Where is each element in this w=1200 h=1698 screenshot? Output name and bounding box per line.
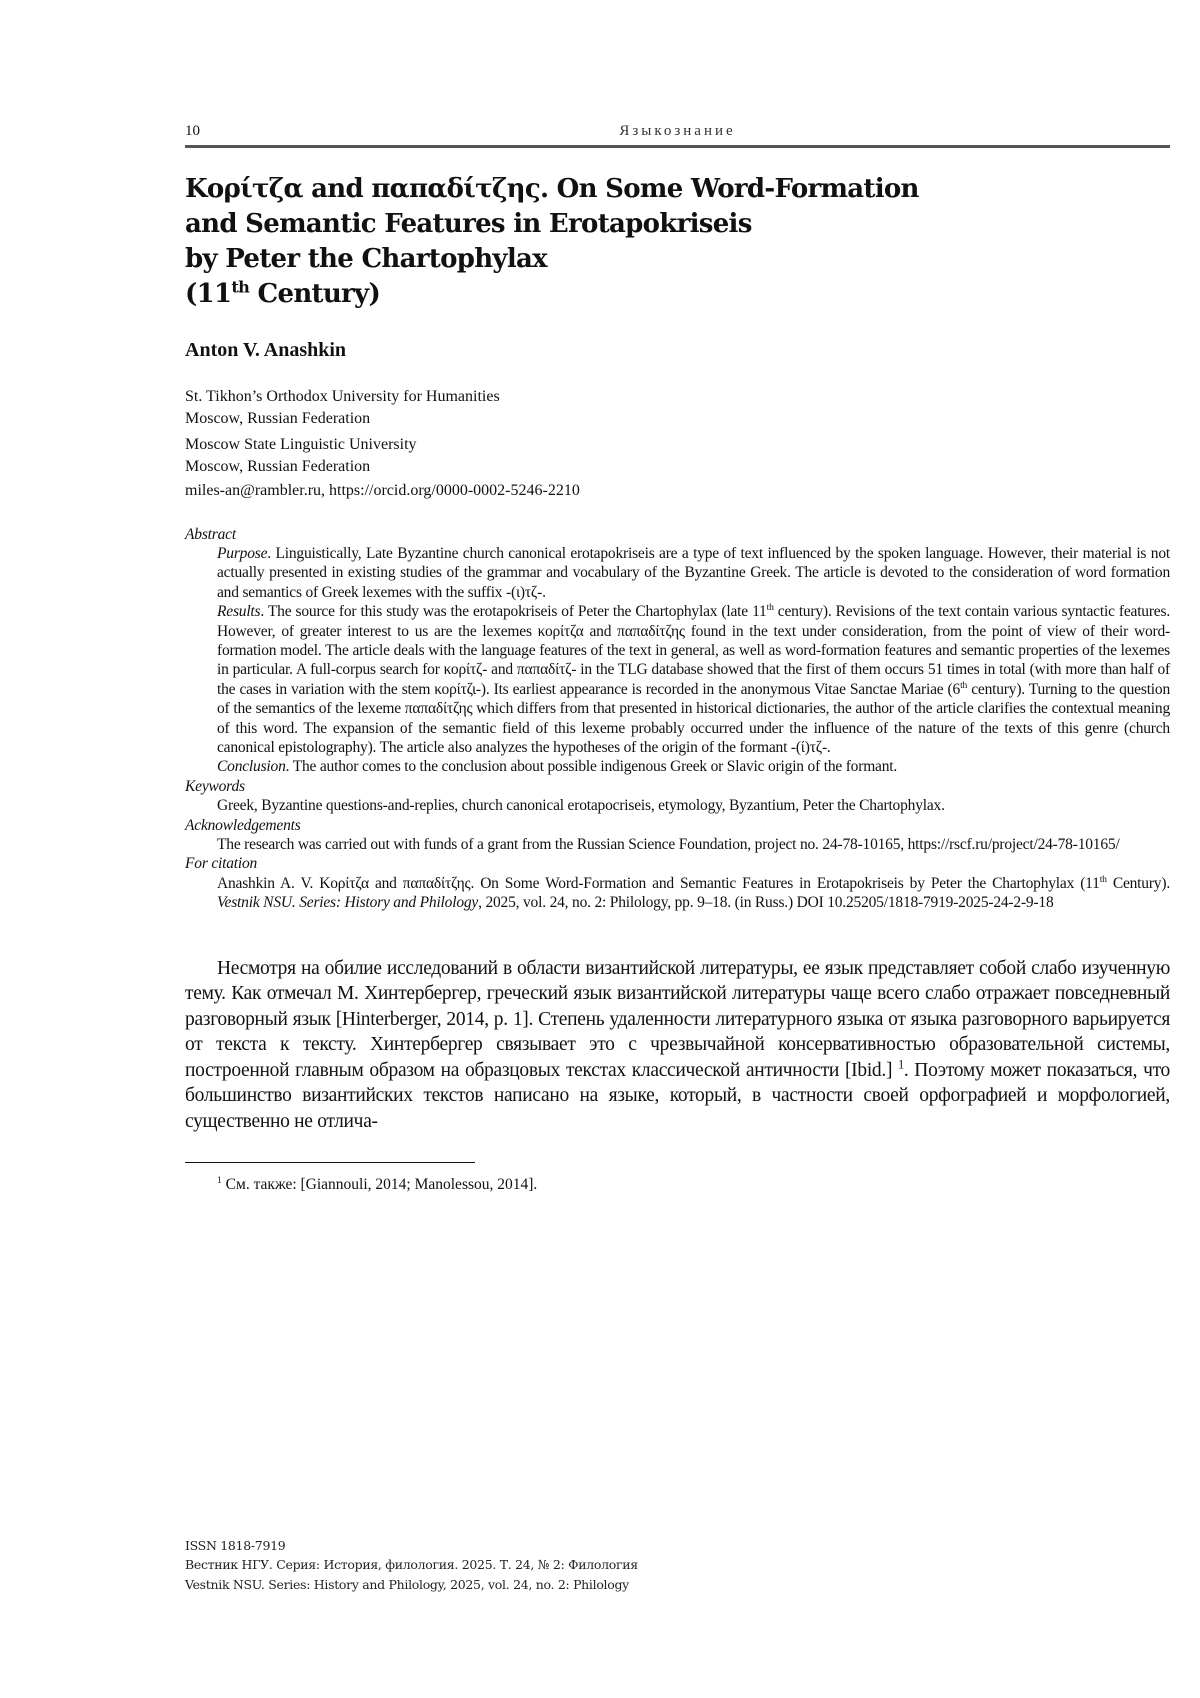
affiliation-place: Moscow, Russian Federation bbox=[185, 408, 1170, 430]
abstract-results bbox=[185, 602, 1170, 757]
affiliation-org: St. Tikhon’s Orthodox University for Humanities bbox=[185, 386, 1170, 408]
body-paragraph bbox=[185, 956, 1170, 1135]
affiliation-org: Moscow State Linguistic University bbox=[185, 434, 1170, 456]
abstract-section bbox=[185, 525, 1170, 913]
body-text: . Поэтому может показаться, что большинство византийских текстов написано на языке, который, в частности своей орфографией и морфологией, существенно не отлича- bbox=[185, 1060, 1170, 1132]
results-text: century). Revisions of the text contain various syntactic features. However, of greater interest to us are the lexemes κορίτζα and παπαδίτζης found in the text under consideration, from the point of view of their word-formation model. The article deals with the language features of the text in general, as well as word-formation features and semantic properties of the lexemes in particular. A full-corpus search for κορίτζ- and παπαδίτζ- in the TLG database showed that the first of them occurs 51 times in total (with more than half of the cases in variation with the stem κορίτζι-). Its earliest appearance is recorded in the anonymous Vitae Sanctae Mariae (6 bbox=[217, 603, 1170, 698]
affiliation bbox=[185, 386, 1170, 429]
citation-part: , 2025, vol. 24, no. 2: Philology, pp. 9–18. (in Russ.) DOI 10.25205/1818-7919-2025-24-2-9-18 bbox=[478, 894, 1053, 911]
footnote bbox=[185, 1175, 1170, 1194]
citation-part: Century). bbox=[1107, 875, 1170, 892]
running-header bbox=[185, 121, 1170, 148]
title-text: Century) bbox=[249, 279, 380, 309]
title-line: by Peter the Chartophylax bbox=[185, 242, 1005, 277]
section-title: Языкознание bbox=[185, 123, 1170, 140]
acknowledgements-label: Acknowledgements bbox=[185, 816, 1170, 835]
keywords-label: Keywords bbox=[185, 777, 1170, 796]
abstract-purpose bbox=[185, 544, 1170, 602]
footer-journal-ru: Вестник НГУ. Серия: История, филология. 2025. Т. 24, № 2: Филология bbox=[185, 1555, 638, 1574]
superscript: th bbox=[960, 680, 967, 691]
citation-part: Anashkin A. V. Κορίτζα and παπαδίτζης. On Some Word-Formation and Semantic Features in Erotapokriseis by Peter the Chartophylax (11 bbox=[217, 875, 1100, 892]
citation-journal: Vestnik NSU. Series: History and Philology bbox=[217, 894, 478, 911]
results-text: century). Turning to the question of the semantics of the lexeme παπαδίτζης which differs from that presented in historical dictionaries, the author of the article clarifies the contextual meaning of this word. The expansion of the semantic field of this lexeme probably occurred under the influence of the nature of the texts of this genre (church canonical epistolography). The article also analyzes the hypotheses of the origin of the formant -(ί)τζ-. bbox=[217, 681, 1170, 756]
contact-info: miles-an@rambler.ru, https://orcid.org/0000-0002-5246-2210 bbox=[185, 480, 1170, 502]
title-line bbox=[185, 277, 1005, 312]
body-text: Несмотря на обилие исследований в области византийской литературы, ее язык представляет собой слабо изученную тему. Как отмечал М. Хинтербергер, греческий язык византийской литературы чаще всего слабо отражает повседневный разговорный язык [Hinterberger, 2014, p. 1]. Степень удаленности литературного языка от языка разговорного варьируется от текста к тексту. Хинтербергер связывает это с чрезвычайной консервативностью образовательной системы, построенной главным образом на образцовых текстах классической античности [Ibid.] bbox=[185, 958, 1170, 1081]
title-line: and Semantic Features in Erotapokriseis bbox=[185, 207, 1005, 242]
conclusion-text: . The author comes to the conclusion about possible indigenous Greek or Slavic origin of the formant. bbox=[286, 758, 897, 775]
footnote-reference[interactable]: 1 bbox=[898, 1057, 904, 1071]
abstract-conclusion bbox=[185, 757, 1170, 776]
title-line: Κορίτζα and παπαδίτζης. On Some Word-Formation bbox=[185, 172, 1005, 207]
footer-journal-en: Vestnik NSU. Series: History and Philology, 2025, vol. 24, no. 2: Philology bbox=[185, 1575, 638, 1594]
results-label: Results bbox=[217, 603, 260, 620]
page-number: 10 bbox=[185, 123, 200, 140]
page-content bbox=[185, 121, 1170, 1194]
citation-label: For citation bbox=[185, 854, 1170, 873]
purpose-text: . Linguistically, Late Byzantine church canonical erotapokriseis are a type of text influenced by the spoken language. However, their material is not actually presented in existing studies of the grammar and vocabulary of the Byzantine Greek. The article is devoted to the consideration of word formation and semantics of Greek lexemes with the suffix -(ι)τζ-. bbox=[217, 545, 1170, 601]
citation-text bbox=[185, 874, 1170, 913]
footnote-text: См. также: [Giannouli, 2014; Manolessou, 2014]. bbox=[222, 1176, 538, 1193]
footnote-number: 1 bbox=[217, 1175, 222, 1186]
affiliation bbox=[185, 434, 1170, 477]
superscript: th bbox=[767, 602, 774, 613]
purpose-label: Purpose bbox=[217, 545, 267, 562]
keywords-text: Greek, Byzantine questions-and-replies, church canonical erotapocriseis, etymology, Byzantium, Peter the Chartophylax. bbox=[185, 796, 1170, 815]
author-name: Anton V. Anashkin bbox=[185, 338, 1170, 362]
abstract-label: Abstract bbox=[185, 525, 1170, 544]
page-footer bbox=[185, 1536, 638, 1594]
article-title bbox=[185, 172, 1005, 312]
title-text: (11 bbox=[185, 279, 231, 309]
superscript: th bbox=[231, 277, 249, 296]
affiliation-place: Moscow, Russian Federation bbox=[185, 456, 1170, 478]
footnote-divider bbox=[185, 1162, 475, 1163]
acknowledgements-text: The research was carried out with funds of a grant from the Russian Science Foundation, project no. 24-78-10165, https://rscf.ru/project/24-78-10165/ bbox=[185, 835, 1170, 854]
footer-issn: ISSN 1818-7919 bbox=[185, 1536, 638, 1555]
superscript: th bbox=[1100, 874, 1107, 885]
results-text: . The source for this study was the erotapokriseis of Peter the Chartophylax (late 11 bbox=[260, 603, 766, 620]
conclusion-label: Conclusion bbox=[217, 758, 286, 775]
